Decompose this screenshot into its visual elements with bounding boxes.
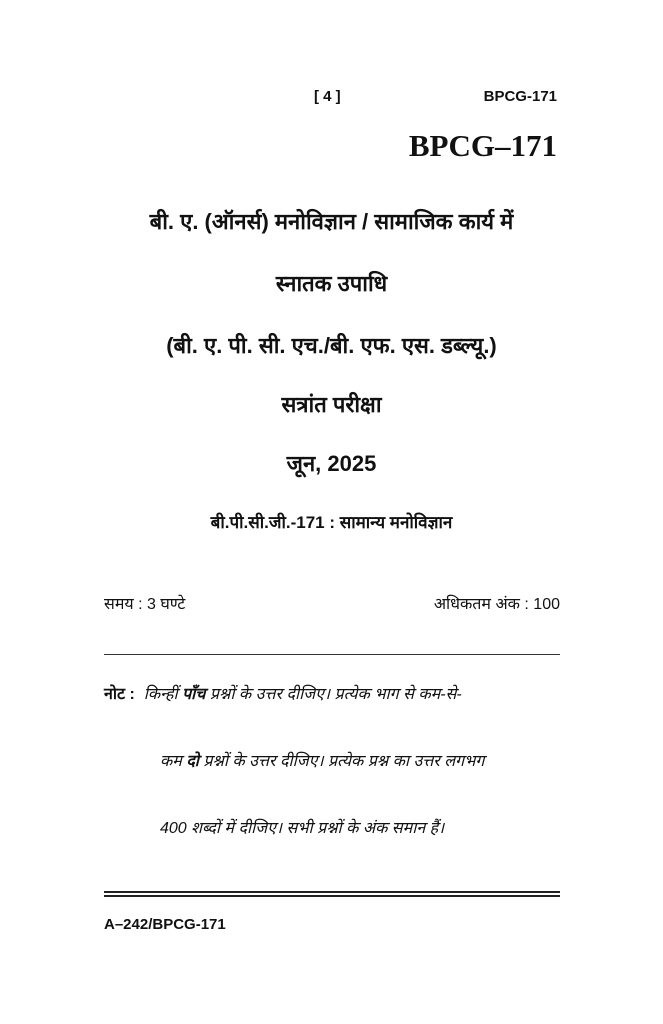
- title-code: BPCG–171: [408, 128, 557, 163]
- header-code: BPCG-171: [483, 88, 557, 105]
- note-emphasis: पाँच: [182, 686, 206, 703]
- time-marks-row: [104, 592, 560, 614]
- double-divider: [104, 891, 560, 897]
- note-label: नोट :: [104, 686, 135, 703]
- session-line: जून, 2025: [286, 451, 377, 476]
- divider: [104, 654, 560, 655]
- note-text: प्रश्नों के उत्तर दीजिए। प्रत्येक प्रश्न का उत्तर लगभग: [198, 753, 485, 770]
- note-emphasis: दो: [186, 753, 199, 770]
- time-allowed: समय : 3 घण्टे: [104, 596, 186, 613]
- note-line-1: [104, 682, 564, 704]
- note-line-3: 400 शब्दों में दीजिए। सभी प्रश्नों के अंक समान हैं।: [160, 820, 445, 837]
- max-marks: अधिकतम अंक : 100: [433, 596, 560, 613]
- course-title: बी.पी.सी.जी.-171 : सामान्य मनोविज्ञान: [210, 513, 453, 532]
- exam-line: सत्रांत परीक्षा: [281, 392, 382, 417]
- note-text: प्रश्नों के उत्तर दीजिए। प्रत्येक भाग से कम-से-: [205, 686, 462, 703]
- note-text: किन्हीं: [143, 686, 183, 703]
- note-text: कम: [160, 753, 187, 770]
- programme-line: बी. ए. (ऑनर्स) मनोविज्ञान / सामाजिक कार्य में: [149, 209, 514, 234]
- note-line-2: [160, 749, 570, 771]
- footer-code: A–242/BPCG-171: [104, 916, 226, 933]
- degree-line: स्नातक उपाधि: [275, 271, 388, 296]
- programme-code-line: (बी. ए. पी. सी. एच./बी. एफ. एस. डब्ल्यू.): [166, 333, 497, 358]
- page-number: [ 4 ]: [314, 88, 341, 105]
